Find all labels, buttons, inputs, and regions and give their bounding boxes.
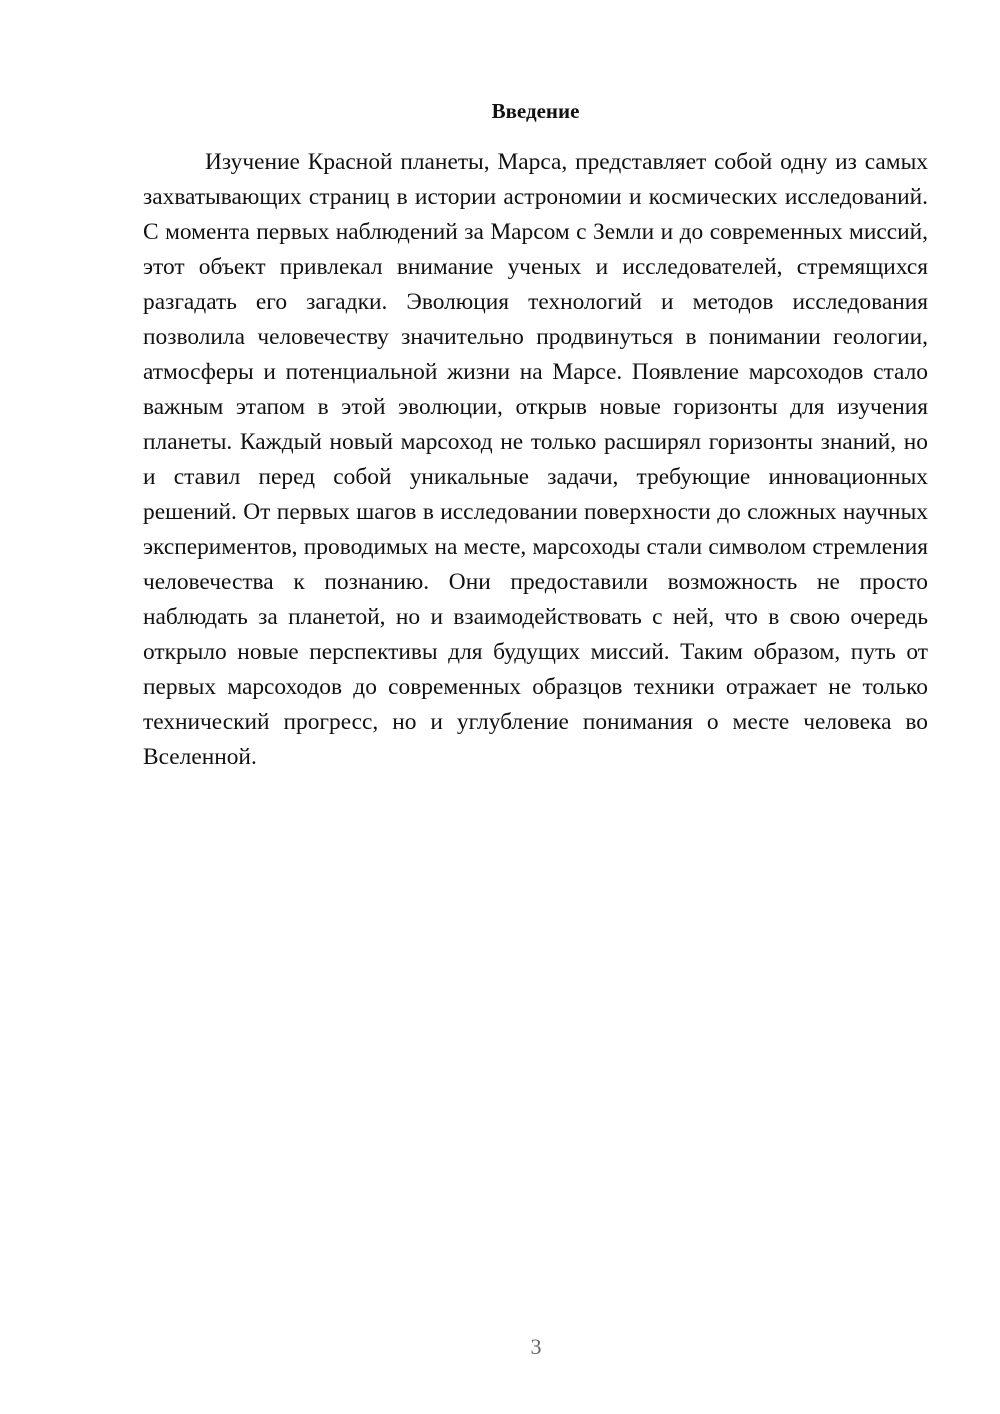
page-number: 3 xyxy=(530,1334,542,1359)
body-paragraph: Изучение Красной планеты, Марса, представляет собой одну из самых захватывающих страниц в истории астрономии и космических исследований. С момента первых наблюдений за Марсом с Земли и до современных миссий, этот объект привлекал внимание ученых и исследователей, стремящихся разгадать его загадки. Эволюция технологий и методов исследования позволила человечеству значительно продвинуться в понимании геологии, атмосферы и потенциальной жизни на Марсе. Появление марсоходов стало важным этапом в этой эволюции, открыв новые горизонты для изучения планеты. Каждый новый марсоход не только расширял горизонты знаний, но и ставил перед собой уникальные задачи, требующие инновационных решений. От первых шагов в исследовании поверхности до сложных научных экспериментов, проводимых на месте, марсоходы стали символом стремления человечества к познанию. Они предоставили возможность не просто наблюдать за планетой, но и взаимодействовать с ней, что в свою очередь открыло новые перспективы для будущих миссий. Таким образом, путь от первых марсоходов до современных образцов техники отражает не только технический прогресс, но и углубление понимания о месте человека во Вселенной. xyxy=(143,149,928,770)
section-heading: Введение xyxy=(491,99,580,123)
